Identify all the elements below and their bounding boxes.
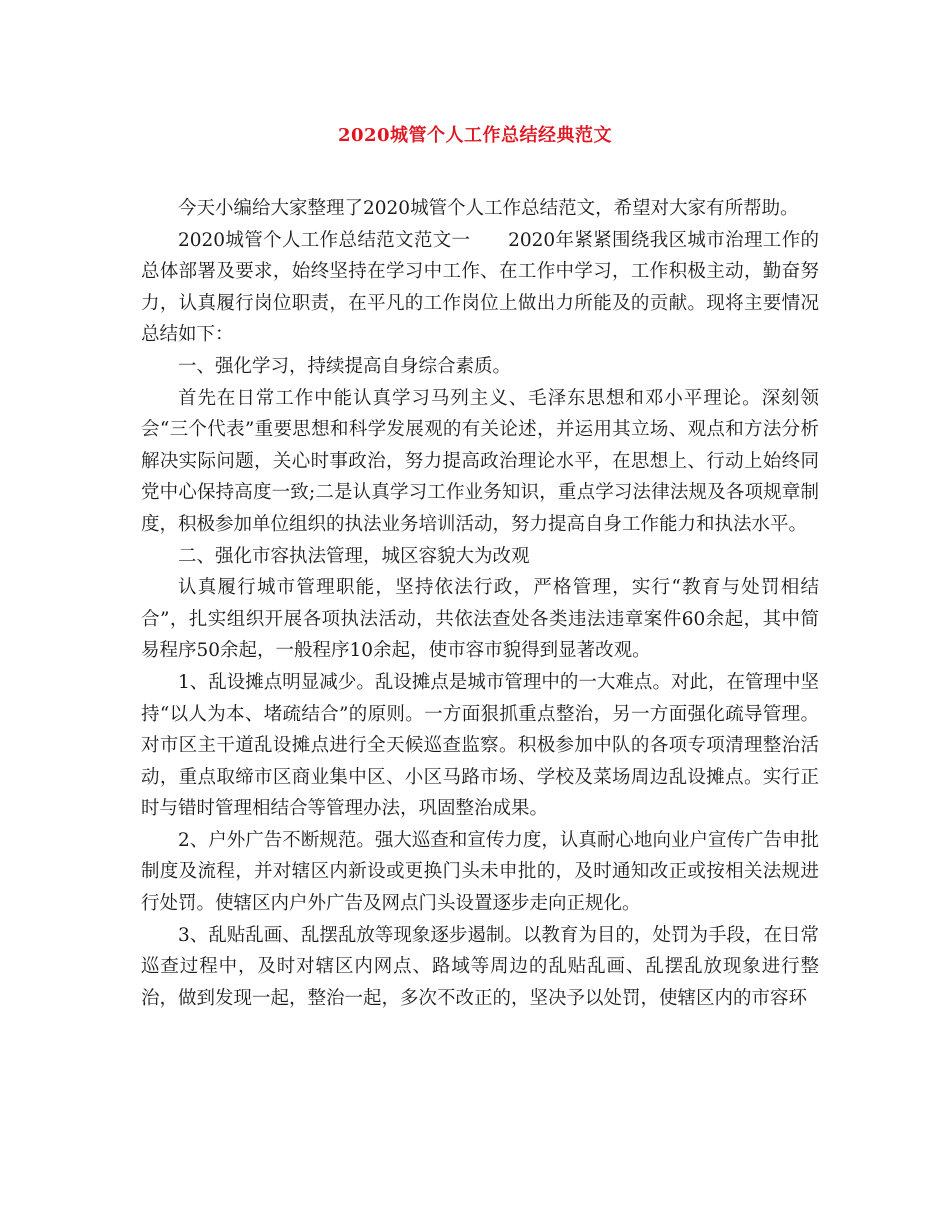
document-title: 2020城管个人工作总结经典范文 <box>337 125 613 146</box>
heading-section-2: 二、强化市容执法管理，城区容貌大为改观 <box>178 545 530 567</box>
paragraph-item-3: 3、乱贴乱画、乱摆乱放等现象逐步遏制。以教育为目的，处罚为手段，在日常巡查过程中，及时对辖区内网点、路域等周边的乱贴乱画、乱摆乱放现象进行整治，做到发现一起，整治一起，多次不改正的，坚决予以处罚，使辖区内的市容环 <box>141 924 819 1009</box>
paragraph-item-2: 2、户外广告不断规范。强大巡查和宣传力度，认真耐心地向业户宣传广告申批制度及流程，并对辖区内新设或更换门头未申批的，及时通知改正或按相关法规进行处罚。使辖区内户外广告及网点门头设置逐步走向正规化。 <box>141 829 819 915</box>
document-body <box>141 193 819 1014</box>
paragraph-overview: 2020城管个人工作总结范文范文一 2020年紧紧围绕我区城市治理工作的总体部署及要求，始终坚持在学习中工作、在工作中学习，工作积极主动，勤奋努力，认真履行岗位职责，在平凡的工作岗位上做出力所能及的贡献。现将主要情况总结如下： <box>141 229 819 346</box>
paragraph-item-1: 1、乱设摊点明显减少。乱设摊点是城市管理中的一大难点。对此，在管理中坚持“以人为本、堵疏结合”的原则。一方面狠抓重点整治，另一方面强化疏导管理。对市区主干道乱设摊点进行全天候巡查监察。积极参加中队的各项专项清理整治活动，重点取缔市区商业集中区、小区马路市场、学校及菜场周边乱设摊点。实行正时与错时管理相结合等管理办法，巩固整治成果。 <box>141 671 819 820</box>
paragraph-study: 首先在日常工作中能认真学习马列主义、毛泽东思想和邓小平理论。深刻领会“三个代表”重要思想和科学发展观的有关论述，并运用其立场、观点和方法分析解决实际问题，关心时事政治，努力提高政治理论水平，在思想上、行动上始终同党中心保持高度一致;二是认真学习工作业务知识，重点学习法律法规及各项规章制度，积极参加单位组织的执法业务培训活动，努力提高自身工作能力和执法水平。 <box>141 387 819 535</box>
paragraph-enforcement: 认真履行城市管理职能，坚持依法行政，严格管理，实行“教育与处罚相结合”，扎实组织开展各项执法活动，共依法查处各类违法违章案件60余起，其中简易程序50余起，一般程序10余起，使市容市貌得到显著改观。 <box>141 577 819 662</box>
heading-section-1: 一、强化学习，持续提高自身综合素质。 <box>178 355 512 377</box>
paragraph-intro: 今天小编给大家整理了2020城管个人工作总结范文，希望对大家有所帮助。 <box>178 198 799 219</box>
